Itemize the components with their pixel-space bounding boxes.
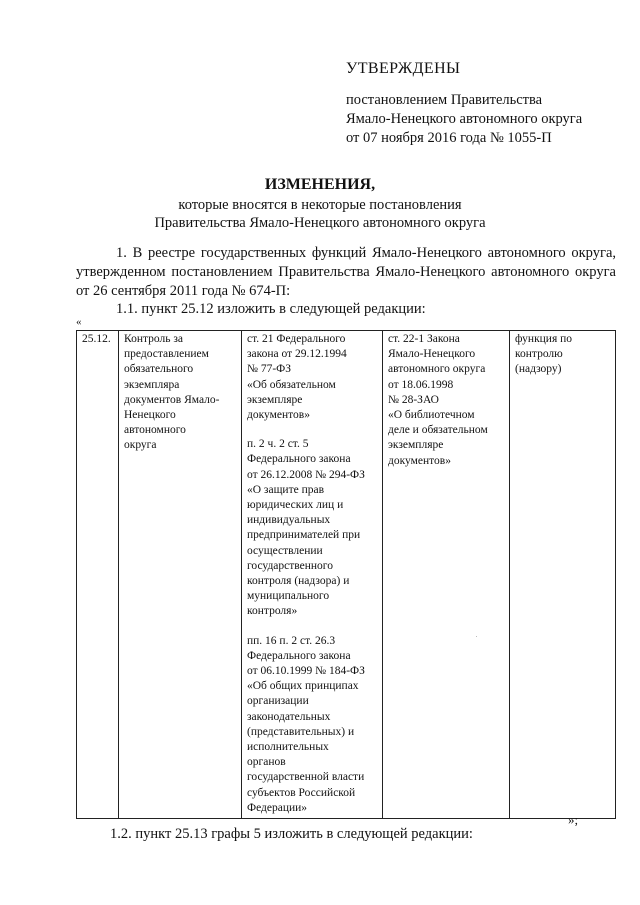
cell-federal-basis bbox=[242, 331, 383, 819]
regional-basis-line: № 28-ЗАО bbox=[388, 393, 439, 406]
function-name-line: Контроль за bbox=[124, 333, 184, 345]
row-number: 25.12. bbox=[82, 333, 111, 345]
function-type-line: контролю bbox=[515, 348, 563, 361]
function-name-line: предоставлением bbox=[124, 348, 209, 361]
federal-basis-line: осуществлении bbox=[247, 544, 323, 557]
function-name-line: округа bbox=[124, 439, 157, 452]
federal-basis-line: ст. 21 Федерального bbox=[247, 333, 346, 345]
federal-basis-line: экземпляре bbox=[247, 393, 303, 406]
federal-basis-line: п. 2 ч. 2 ст. 5 bbox=[247, 438, 309, 451]
federal-basis-line: предпринимателей при bbox=[247, 529, 361, 542]
federal-basis-line: закона от 29.12.1994 bbox=[247, 348, 347, 361]
approval-line-2: Ямало-Ненецкого автономного округа bbox=[346, 111, 583, 127]
function-type-line: функция по bbox=[515, 333, 573, 345]
federal-basis-line: Федерального закона bbox=[247, 453, 351, 466]
paragraph-1-2: 1.2. пункт 25.13 графы 5 изложить в следующей редакции: bbox=[110, 826, 473, 842]
regional-basis-line: ст. 22-1 Закона bbox=[388, 333, 460, 345]
regional-basis-line: «О библиотечном bbox=[388, 409, 475, 422]
document-subtitle-line-1: которые вносятся в некоторые постановления bbox=[178, 197, 462, 213]
regional-basis-line: от 18.06.1998 bbox=[388, 378, 454, 391]
federal-basis-line: документов» bbox=[247, 409, 310, 422]
federal-basis-line: контроля» bbox=[247, 605, 298, 618]
federal-basis-line: исполнительных bbox=[247, 741, 329, 754]
federal-basis-line: организации bbox=[247, 695, 309, 708]
function-name-line: Ненецкого bbox=[124, 409, 176, 422]
federal-basis-line: Федерации» bbox=[247, 801, 308, 814]
federal-basis-line: пп. 16 п. 2 ст. 26.3 bbox=[247, 634, 336, 647]
regional-basis-line: экземпляре bbox=[388, 439, 444, 452]
cell-function-name bbox=[119, 331, 242, 819]
federal-basis-line: законодательных bbox=[247, 710, 331, 723]
quote-close: »; bbox=[568, 812, 579, 827]
function-name-line: документов Ямало- bbox=[124, 393, 220, 406]
federal-basis-line: контроля (надзора) и bbox=[247, 575, 350, 588]
federal-basis-line: от 26.12.2008 № 294-ФЗ bbox=[247, 468, 365, 481]
function-name-line: обязательного bbox=[124, 363, 194, 376]
approval-title: УТВЕРЖДЕНЫ bbox=[346, 60, 461, 77]
document-title: ИЗМЕНЕНИЯ, bbox=[264, 176, 376, 193]
federal-basis-line: муниципального bbox=[247, 590, 330, 603]
function-name-line: автономного bbox=[124, 424, 186, 437]
quote-open: « bbox=[76, 316, 82, 328]
cell-number bbox=[77, 331, 119, 819]
federal-basis-line: государственного bbox=[247, 559, 333, 572]
spacer bbox=[247, 620, 379, 634]
regional-basis-line: автономного округа bbox=[388, 363, 486, 376]
paragraph-1 bbox=[76, 244, 616, 301]
function-type-line: (надзору) bbox=[515, 363, 562, 376]
function-name-line: экземпляра bbox=[124, 378, 180, 391]
federal-basis-line: индивидуальных bbox=[247, 514, 331, 527]
federal-basis-line: субъектов Российской bbox=[247, 786, 356, 799]
document-subtitle-line-2: Правительства Ямало-Ненецкого автономного округа bbox=[154, 215, 486, 231]
federal-basis-line: № 77-ФЗ bbox=[247, 363, 292, 376]
federal-basis-line: органов bbox=[247, 756, 286, 769]
paragraph-1-text: 1. В реестре государственных функций Ямало-Ненецкого автономного округа, утвержденном постановлением Правительства Ямало-Ненецкого автономного округа от 26 сентября 2011 года № 674-П: bbox=[76, 245, 616, 299]
federal-basis-line: (представительных) и bbox=[247, 725, 355, 738]
paragraph-1-1-text: 1.1. пункт 25.12 изложить в следующей редакции: bbox=[116, 301, 426, 317]
table-row bbox=[77, 331, 616, 819]
federal-basis-line: «Об обязательном bbox=[247, 378, 336, 391]
federal-basis-line: «О защите прав bbox=[247, 483, 325, 496]
federal-basis-line: «Об общих принципах bbox=[247, 680, 359, 693]
paragraph-1-1 bbox=[76, 300, 616, 319]
registry-table bbox=[76, 330, 616, 819]
approval-line-1: постановлением Правительства bbox=[346, 92, 543, 108]
approval-line-3: от 07 ноября 2016 года № 1055-П bbox=[346, 130, 552, 146]
federal-basis-line: государственной власти bbox=[247, 771, 365, 784]
regional-basis-line: деле и обязательном bbox=[388, 424, 488, 437]
cell-regional-basis bbox=[383, 331, 510, 819]
regional-basis-line: Ямало-Ненецкого bbox=[388, 348, 476, 361]
regional-basis-line: документов» bbox=[388, 454, 451, 467]
federal-basis-line: Федерального закона bbox=[247, 649, 351, 662]
federal-basis-line: от 06.10.1999 № 184-ФЗ bbox=[247, 665, 365, 678]
scan-speck bbox=[476, 636, 477, 637]
cell-function-type bbox=[510, 331, 616, 819]
federal-basis-line: юридических лиц и bbox=[247, 499, 344, 512]
spacer bbox=[247, 423, 379, 437]
